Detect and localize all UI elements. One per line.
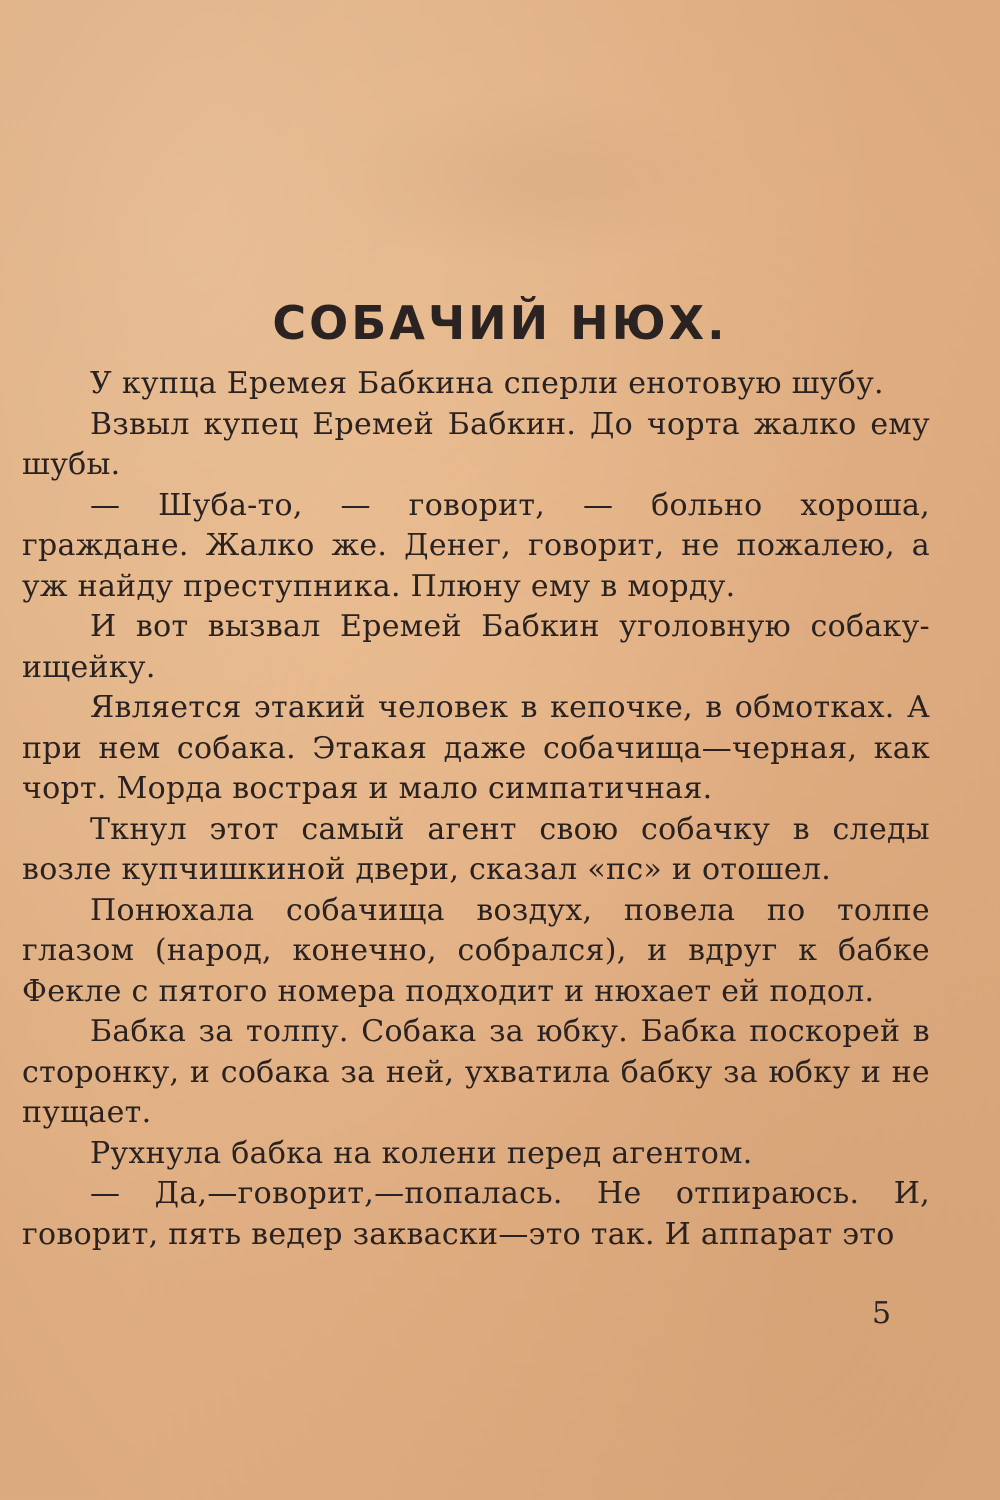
paragraph: Понюхала собачища воздух, повела по толпе глазом (народ, конечно, собрался), и вдруг к бабке Фекле с пятого номера подходит и нюхает ей подол. [22,892,930,1009]
paragraph: Бабка за толпу. Собака за юбку. Бабка поскорей в сторонку, и собака за ней, ухватила бабку за юбку и не пущает. [22,1014,930,1130]
story-title: СОБАЧИЙ НЮХ. [272,296,728,350]
paragraph: Ткнул этот самый агент свою собачку в следы возле купчишкиной двери, сказал «пс» и отошел. [22,811,930,887]
paragraph: — Да,—говорит,—попалась. Не отпираюсь. И, говорит, пять ведер закваски—это так. И аппарат это [22,1176,930,1252]
paragraph: Взвыл купец Еремей Бабкин. До чорта жалко ему шубы. [22,406,930,482]
story-body [22,364,930,1255]
paragraph: И вот вызвал Еремей Бабкин уголовную собаку-ищейку. [22,609,930,685]
paper-smudge [330,90,750,270]
paragraph: Рухнула бабка на колени перед агентом. [90,1135,753,1171]
page-number: 5 [872,1296,892,1331]
paragraph: Является этакий человек в кепочке, в обмотках. А при нем собака. Этакая даже собачища—черная, как чорт. Морда вострая и мало симпатичная. [22,690,930,806]
paragraph: У купца Еремея Бабкина сперли енотовую шубу. [90,366,884,401]
paragraph: — Шуба-то, — говорит, — больно хороша, граждане. Жалко же. Денег, говорит, не пожалею, а уж найду преступника. Плюну ему в морду. [22,487,930,604]
